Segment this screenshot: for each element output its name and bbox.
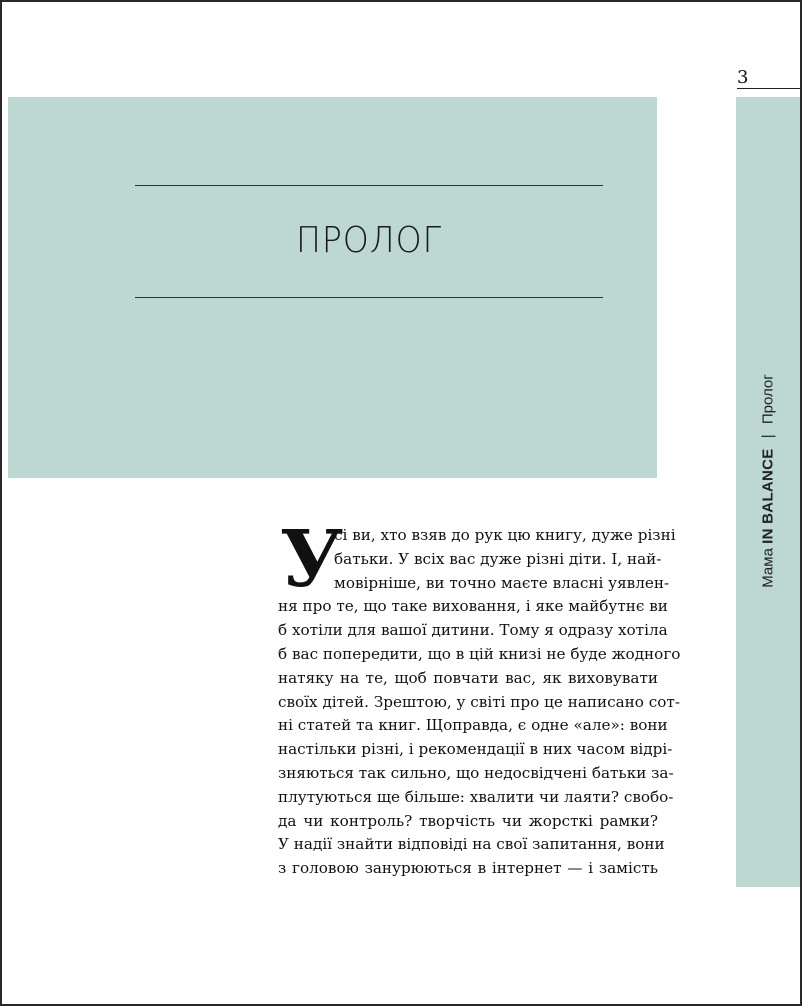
body-line: мовірніше, ви точно маєте власні уявлен-: [334, 573, 670, 592]
body-line: У надії знайти відповіді на свої запитання, вони: [278, 835, 665, 854]
page-number-rule: [737, 88, 800, 89]
body-line: сі ви, хто взяв до рук цю книгу, дуже різні: [334, 526, 676, 544]
chapter-banner: [8, 97, 657, 478]
running-head-prefix: Мама: [759, 548, 777, 588]
drop-cap: У: [280, 514, 344, 605]
banner-top-rule: [135, 185, 603, 186]
body-line: ня про те, що таке виховання, і яке майбутнє ви: [278, 597, 668, 616]
body-line: своїх дітей. Зрештою, у світі про це написано сот-: [278, 692, 680, 711]
chapter-title: ПРОЛОГ: [296, 220, 442, 261]
body-text: [278, 524, 681, 881]
page-number: 3: [737, 67, 749, 88]
banner-bottom-rule: [135, 297, 603, 298]
running-head-section: Пролог: [759, 374, 777, 425]
running-head-separator: |: [759, 434, 777, 439]
side-tab: [736, 97, 800, 887]
book-page: [2, 2, 800, 1004]
body-line: плутуються ще більше: хвалити чи лаяти? свобо-: [278, 787, 674, 806]
running-head: [760, 374, 777, 587]
body-line: зняються так сильно, що недосвідчені батьки за-: [278, 763, 674, 782]
body-line: б вас попередити, що в цій книзі не буде жодного: [278, 644, 681, 663]
body-line: натяку на те, щоб повчати вас, як виховувати: [278, 668, 658, 687]
body-line: батьки. У всіх вас дуже різні діти. І, най-: [334, 549, 662, 568]
body-line: ні статей та книг. Щоправда, є одне «але»: вони: [278, 716, 668, 735]
running-head-brand: IN BALANCE: [759, 448, 777, 544]
body-line: да чи контроль? творчість чи жорсткі рамки?: [278, 811, 658, 830]
body-line: настільки різні, і рекомендації в них часом відрі-: [278, 740, 673, 759]
body-line: з головою занурюються в інтернет — і замість: [278, 859, 658, 878]
body-line: б хотіли для вашої дитини. Тому я одразу хотіла: [278, 621, 668, 640]
